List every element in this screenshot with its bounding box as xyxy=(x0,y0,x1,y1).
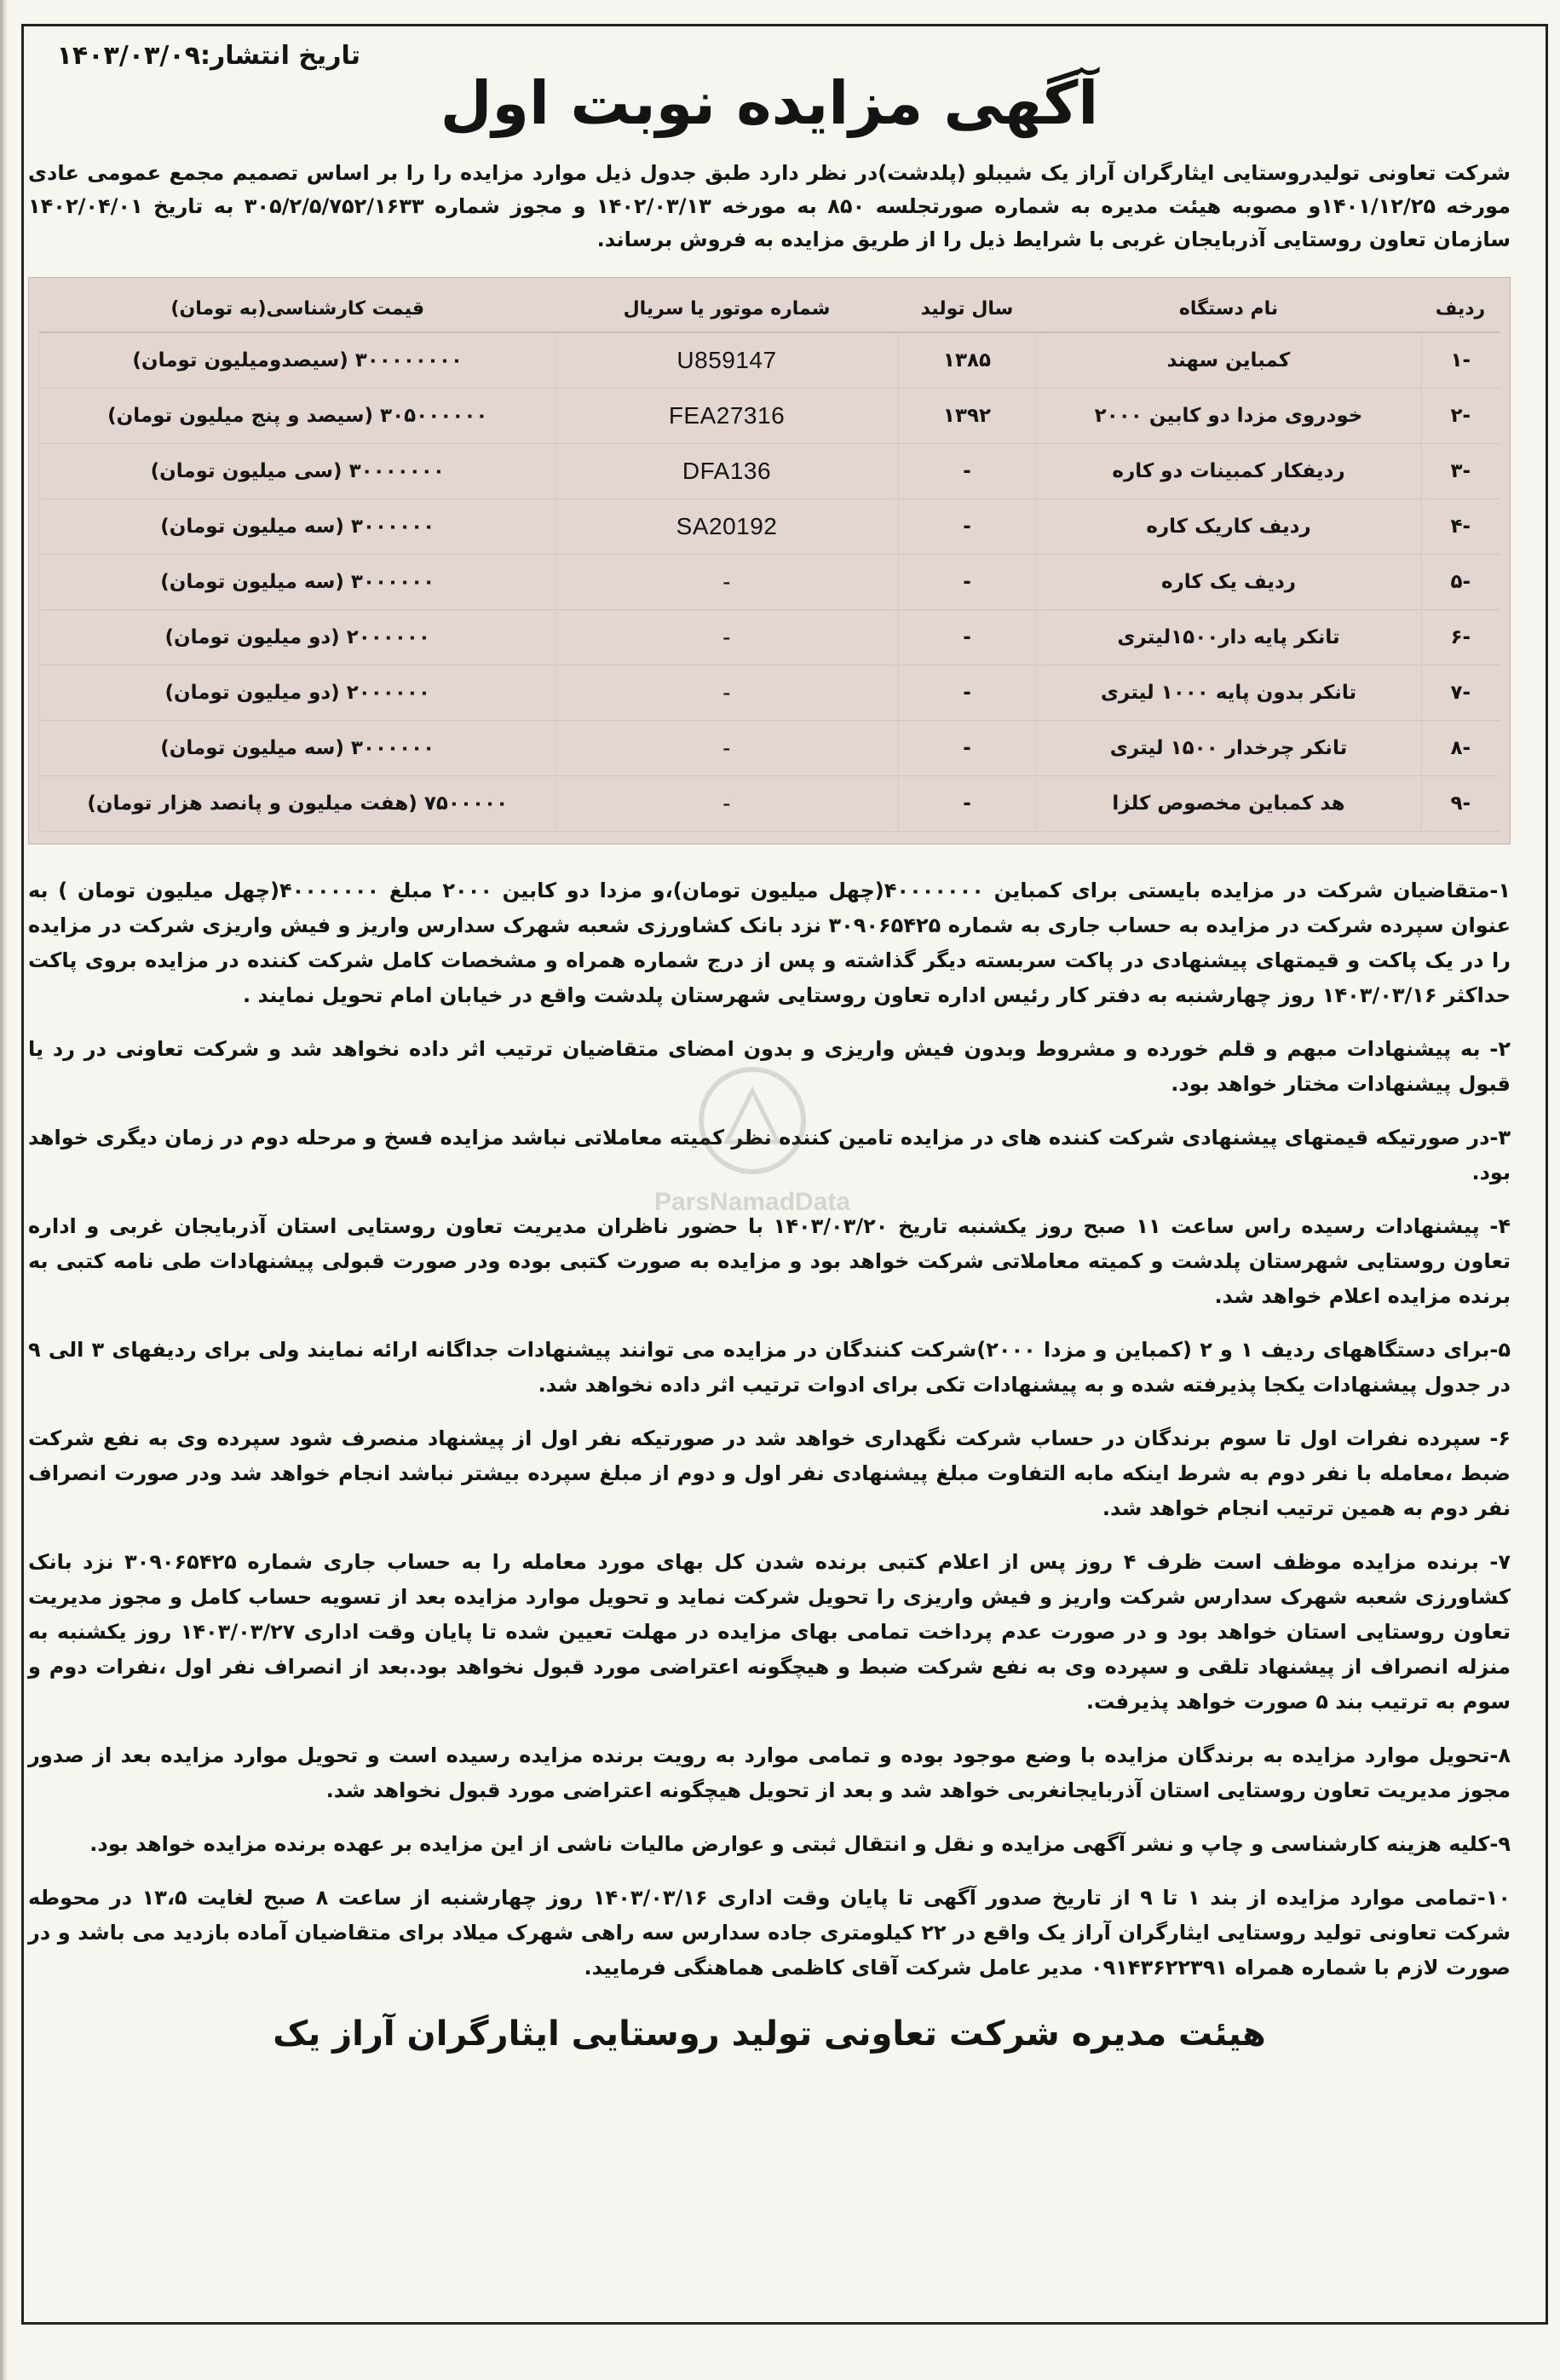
cell-radif: -۱ xyxy=(1421,332,1500,389)
condition-item: ۸-تحویل موارد مزایده به برندگان مزایده با وضع موجود بوده و تمامی موارد به رویت برنده مزایده رسیده است و تحویل موارد مزایده بعد از صدور مجوز مدیریت تعاون روستایی استان آذربایجانغربی خواهد شد و بعد از تحویل هیچگونه اعتراضی مورد قبول نخواهد شد. xyxy=(28,1743,1511,1802)
condition-item: ۲- به پیشنهادات مبهم و قلم خورده و مشروط وبدون فیش واریزی و بدون امضای متقاضیان ترتیب اثر داده نخواهد شد و شرکت تعاونی در رد یا قبول پیشنهادات مختار خواهد بود. xyxy=(28,1037,1511,1096)
header-radif: ردیف xyxy=(1421,286,1500,332)
intro-paragraph: شرکت تعاونی تولیدروستایی ایثارگران آراز یک شیبلو (پلدشت)در نظر دارد طبق جدول ذیل موارد مزایده را را بر اساس تصمیم مجمع عمومی عادی مورخه ۱۴۰۱/۱۲/۲۵و مصوبه هیئت مدیره به شماره صورتجلسه ۸۵۰ به مورخه ۱۴۰۲/۰۳/۱۳ و مجوز شماره ۳۰۵/۲/۵/۷۵۲/۱۶۳۳ به تاریخ ۱۴۰۲/۰۴/۰۱ سازمان تعاون روستایی آذربایجان غربی با شرایط ذیل را از طریق مزایده به فروش برساند. xyxy=(28,161,1511,251)
cell-price: ۳۰۵۰۰۰۰۰۰ (سیصد و پنج میلیون تومان) xyxy=(40,389,556,444)
table-row xyxy=(40,776,1500,832)
auction-items-table xyxy=(28,277,1511,844)
cell-device-name: تانکر پایه دار۱۵۰۰لیتری xyxy=(1036,610,1421,666)
condition-item: ۴- پیشنهادات رسیده راس ساعت ۱۱ صبح روز یکشنبه تاریخ ۱۴۰۳/۰۳/۲۰ با حضور ناظران مدیریت تعاون روستایی استان آذربایجان غربی و اداره تعاون روستایی شهرستان پلدشت و کمیته معاملاتی شرکت خواهد بود و مزایده به صورت کتبی بوده ودر صورت قبولی پیشنهادات طی نامه کتبی به برنده مزایده اعلام خواهد شد. xyxy=(28,1214,1511,1308)
cell-year: ۱۳۸۵ xyxy=(898,332,1036,389)
cell-radif: -۷ xyxy=(1421,666,1500,721)
cell-price: ۷۵۰۰۰۰۰ (هفت میلیون و پانصد هزار تومان) xyxy=(40,776,556,832)
notice-content xyxy=(28,34,1511,2054)
condition-item: ۵-برای دستگاههای ردیف ۱ و ۲ (کمباین و مزدا ۲۰۰۰)شرکت کنندگان در مزایده می توانند پیشنهادات جداگانه ارائه نمایند ولی برای ردیفهای ۳ الی ۹ در جدول پیشنهادات یکجا پذیرفته شده و به پیشنهادات تکی برای ادوات ترتیب اثر داده نخواهد شد. xyxy=(28,1338,1511,1397)
watermark-text: ParsNamadData xyxy=(653,1188,851,1216)
cell-price: ۳۰۰۰۰۰۰ (سه میلیون تومان) xyxy=(40,555,556,610)
cell-year: - xyxy=(898,499,1036,555)
page-crease xyxy=(3,0,8,2380)
header-serial: شماره موتور یا سریال xyxy=(555,286,898,332)
cell-device-name: ردیفکار کمبینات دو کاره xyxy=(1036,444,1421,499)
cell-serial: DFA136 xyxy=(555,444,898,499)
cell-device-name: ردیف کاریک کاره xyxy=(1036,499,1421,555)
cell-serial: - xyxy=(555,610,898,666)
table-row xyxy=(40,721,1500,776)
cell-price: ۳۰۰۰۰۰۰ (سه میلیون تومان) xyxy=(40,721,556,776)
cell-price: ۲۰۰۰۰۰۰ (دو میلیون تومان) xyxy=(40,610,556,666)
cell-device-name: ردیف یک کاره xyxy=(1036,555,1421,610)
cell-price: ۳۰۰۰۰۰۰۰ (سی میلیون تومان) xyxy=(40,444,556,499)
cell-year: - xyxy=(898,666,1036,721)
table-row xyxy=(40,444,1500,499)
condition-item: ۹-کلیه هزینه کارشناسی و چاپ و نشر آگهی مزایده و نقل و انتقال ثبتی و عوارض مالیات ناشی از این مزایده بر عهده برنده مزایده خواهد بود. xyxy=(89,1832,1511,1856)
cell-price: ۳۰۰۰۰۰۰۰۰ (سیصدومیلیون تومان) xyxy=(40,332,556,389)
cell-serial: - xyxy=(555,721,898,776)
table-header-row xyxy=(40,286,1500,332)
items-table xyxy=(39,286,1500,832)
header-production-year: سال تولید xyxy=(898,286,1036,332)
cell-serial: - xyxy=(555,555,898,610)
cell-radif: -۴ xyxy=(1421,499,1500,555)
cell-year: - xyxy=(898,555,1036,610)
cell-year: - xyxy=(898,776,1036,832)
table-row xyxy=(40,610,1500,666)
condition-item: ۱۰-تمامی موارد مزایده از بند ۱ تا ۹ از تاریخ صدور آگهی تا پایان وقت اداری ۱۴۰۳/۰۳/۱۶ روز چهارشنبه از ساعت ۸ صبح لغایت ۱۳،۵ در محوطه شرکت تعاونی تولید روستایی ایثارگران آراز یک واقع در ۲۲ کیلومتری جاده سدارس سه راهی شهرک میلاد برای متقاضیان آماده بازدید می باشد و در صورت لازم با شماره همراه ۰۹۱۴۳۶۲۲۳۹۱ مدیر عامل شرکت آقای کاظمی هماهنگی فرمایید. xyxy=(28,1886,1511,1979)
cell-device-name: تانکر بدون پایه ۱۰۰۰ لیتری xyxy=(1036,666,1421,721)
table-row xyxy=(40,555,1500,610)
cell-year: - xyxy=(898,610,1036,666)
notice-title: آگهی مزایده نوبت اول xyxy=(440,68,1099,138)
condition-item: ۳-در صورتیکه قیمتهای پیشنهادی شرکت کننده های در مزایده تامین کننده نظر کمیته معاملاتی نباشد مزایده فسخ و مرحله دوم در زمان دیگری خواهد بود. xyxy=(28,1126,1511,1184)
cell-device-name: خودروی مزدا دو کابین ۲۰۰۰ xyxy=(1036,389,1421,444)
cell-serial: FEA27316 xyxy=(555,389,898,444)
cell-serial: - xyxy=(555,776,898,832)
header-price: قیمت کارشناسی(به تومان) xyxy=(40,286,556,332)
cell-year: ۱۳۹۲ xyxy=(898,389,1036,444)
cell-device-name: تانکر چرخدار ۱۵۰۰ لیتری xyxy=(1036,721,1421,776)
condition-item: ۶- سپرده نفرات اول تا سوم برندگان در حساب شرکت نگهداری خواهد شد در صورتیکه نفر اول از پیشنهاد منصرف شود سپرده وی به نفع شرکت ضبط ،معامله با نفر دوم به شرط اینکه مابه التفاوت مبلغ پیشنهادی نفر اول و دوم از مبلغ سپرده بیشتر نباشد انجام خواهد شد ودر صورت انصراف نفر دوم به همین ترتیب انجام خواهد شد. xyxy=(28,1426,1511,1520)
cell-price: ۲۰۰۰۰۰۰ (دو میلیون تومان) xyxy=(40,666,556,721)
cell-radif: -۸ xyxy=(1421,721,1500,776)
condition-item: ۷- برنده مزایده موظف است ظرف ۴ روز پس از اعلام کتبی برنده شدن کل بهای مورد معامله را به حساب جاری شماره ۳۰۹۰۶۵۴۲۵ نزد بانک کشاورزی شعبه شهرک سدارس شرکت واریز و فیش واریزی را تحویل شرکت نماید و تحویل موارد مزایده بعد از تسویه حساب کامل و مجوز مدیریت تعاون روستایی استان خواهد بود و در صورت عدم پرداخت تمامی بهای مزایده در مهلت تعیین شده تا پایان وقت اداری ۱۴۰۳/۰۳/۲۷ روز یکشنبه به منزله انصراف از پیشنهاد تلقی و سپرده وی به نفع شرکت ضبط و هیچگونه اعتراضی مورد قبول نخواهد بود.بعد از انصراف نفر اول ،نفرات دوم و سوم به ترتیب بند ۵ صورت خواهد پذیرفت. xyxy=(28,1550,1511,1714)
cell-radif: -۲ xyxy=(1421,389,1500,444)
condition-item: ۱-متقاضیان شرکت در مزایده بایستی برای کمباین ۴۰۰۰۰۰۰۰(چهل میلیون تومان)،و مزدا دو کابین ۲۰۰۰ مبلغ ۴۰۰۰۰۰۰۰(چهل میلیون تومان ) به عنوان سپرده شرکت در مزایده به حساب جاری به شماره ۳۰۹۰۶۵۴۲۵ نزد بانک کشاورزی شعبه شهرک سدارس واریز و فیش واریزی شرکت در مزایده را در یک پاکت و قیمتهای پیشنهادی در پاکت سربسته دیگر گذاشته و پس از درج شماره همراه و مشخصات کامل شرکت کننده در مزایده بروی پاکت حداکثر ۱۴۰۳/۰۳/۱۶ روز چهارشنبه به دفتر کار رئیس اداره تعاون روستایی شهرستان پلدشت واقع در خیابان امام تحویل نمایند . xyxy=(28,879,1511,1007)
table-row xyxy=(40,389,1500,444)
cell-radif: -۵ xyxy=(1421,555,1500,610)
table-row xyxy=(40,666,1500,721)
cell-device-name: کمباین سهند xyxy=(1036,332,1421,389)
cell-price: ۳۰۰۰۰۰۰ (سه میلیون تومان) xyxy=(40,499,556,555)
cell-year: - xyxy=(898,444,1036,499)
header-device-name: نام دستگاه xyxy=(1036,286,1421,332)
conditions-list xyxy=(28,873,1511,1985)
table-row xyxy=(40,499,1500,555)
cell-serial: SA20192 xyxy=(555,499,898,555)
cell-radif: -۶ xyxy=(1421,610,1500,666)
cell-radif: -۹ xyxy=(1421,776,1500,832)
table-row xyxy=(40,332,1500,389)
board-signature: هیئت مدیره شرکت تعاونی تولید روستایی ایثارگران آراز یک xyxy=(273,2014,1266,2054)
publish-date: تاریخ انتشار:۱۴۰۳/۰۳/۰۹ xyxy=(56,41,360,71)
cell-year: - xyxy=(898,721,1036,776)
cell-device-name: هد کمباین مخصوص کلزا xyxy=(1036,776,1421,832)
cell-radif: -۳ xyxy=(1421,444,1500,499)
cell-serial: U859147 xyxy=(555,332,898,389)
cell-serial: - xyxy=(555,666,898,721)
